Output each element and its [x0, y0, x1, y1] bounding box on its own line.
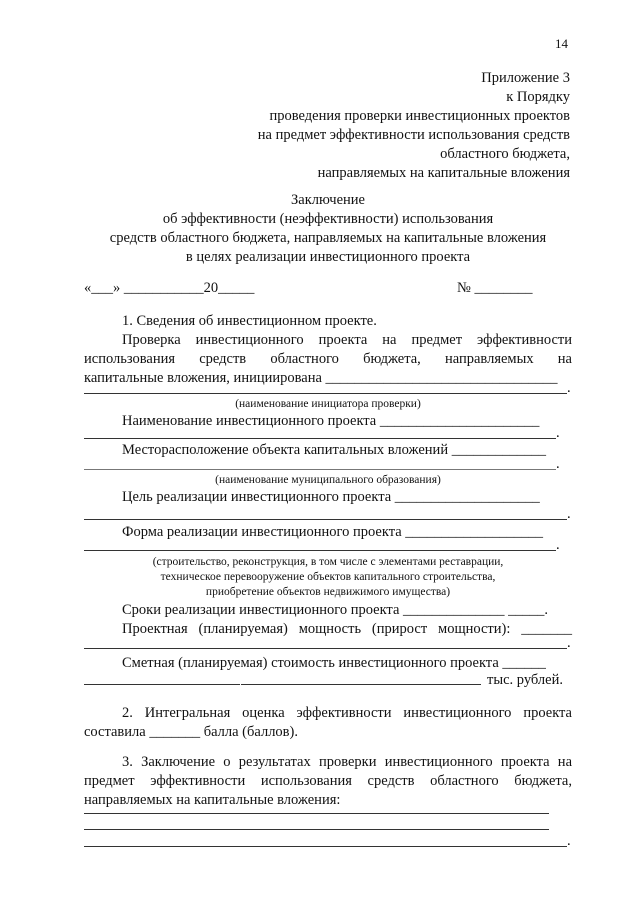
section-2-line: составила _______ балла (баллов). [84, 724, 298, 740]
fill-line [84, 813, 549, 814]
header-line: Приложение 3 [481, 70, 570, 86]
fill-line [84, 648, 567, 649]
section-2-line: 2. Интегральная оценка эффективности инвестиционного проекта [122, 705, 572, 721]
line-dot: . [567, 380, 571, 396]
fill-line [84, 550, 556, 551]
terms-field: Сроки реализации инвестиционного проекта ______________ _____. [122, 602, 549, 618]
section-3-line: 3. Заключение о результатах проверки инвестиционного проекта на [122, 754, 572, 770]
title-line: об эффективности (неэффективности) использования [162, 211, 494, 227]
header-line: к Порядку [506, 89, 570, 105]
capacity-field: Проектная (планируемая) мощность (прирост мощности): _______ [122, 621, 572, 637]
form-caption-line: (строительство, реконструкция, в том числе с элементами реставрации, [152, 556, 504, 568]
fill-line [84, 469, 556, 470]
section-3-line: направляемых на капитальные вложения: [84, 792, 341, 808]
check-paragraph-line: использования средств областного бюджета, направляемых на [84, 351, 572, 367]
municipality-caption: (наименование муниципального образования) [215, 474, 441, 486]
page-number: 14 [555, 36, 568, 51]
header-line: проведения проверки инвестиционных проектов [269, 108, 570, 124]
title-line: Заключение [291, 192, 365, 208]
form-field: Форма реализации инвестиционного проекта ___________________ [122, 524, 544, 540]
fill-line [84, 519, 567, 520]
header-line: на предмет эффективности использования средств [257, 127, 570, 143]
line-dot: . [556, 425, 560, 441]
initiator-caption: (наименование инициатора проверки) [235, 398, 421, 410]
date-field: «___» ___________20_____ [84, 280, 255, 296]
header-line: областного бюджета, [440, 146, 570, 162]
check-paragraph-line: капитальные вложения, инициирована ________________________________ [84, 370, 558, 386]
line-dot: . [567, 635, 571, 651]
form-caption-line: техническое перевооружение объектов капитального строительства, [160, 571, 496, 583]
check-paragraph-line: Проверка инвестиционного проекта на предмет эффективности [122, 332, 572, 348]
line-dot: . [556, 456, 560, 472]
line-dot: . [567, 833, 571, 849]
header-line: направляемых на капитальные вложения [317, 165, 570, 181]
line-dot: . [567, 506, 571, 522]
title-line: средств областного бюджета, направляемых на капитальные вложения [109, 230, 547, 246]
cost-field: Сметная (планируемая) стоимость инвестиционного проекта ______ [122, 655, 546, 671]
line-dot: . [556, 537, 560, 553]
section-3-line: предмет эффективности использования средств областного бюджета, [84, 773, 572, 789]
fill-line [84, 846, 567, 847]
goal-field: Цель реализации инвестиционного проекта ____________________ [122, 489, 540, 505]
project-name-field: Наименование инвестиционного проекта ______________________ [122, 413, 540, 429]
form-caption-line: приобретение объектов недвижимого имущества) [205, 586, 451, 598]
fill-line [84, 684, 240, 685]
fill-line [84, 393, 567, 394]
fill-line [241, 684, 481, 685]
fill-line [84, 438, 556, 439]
location-field: Месторасположение объекта капитальных вложений _____________ [122, 442, 546, 458]
section-1-heading: 1. Сведения об инвестиционном проекте. [122, 313, 377, 329]
fill-line [84, 829, 549, 830]
cost-unit: тыс. рублей. [487, 672, 563, 688]
number-field: № ________ [457, 280, 533, 296]
title-line: в целях реализации инвестиционного проекта [185, 249, 471, 265]
